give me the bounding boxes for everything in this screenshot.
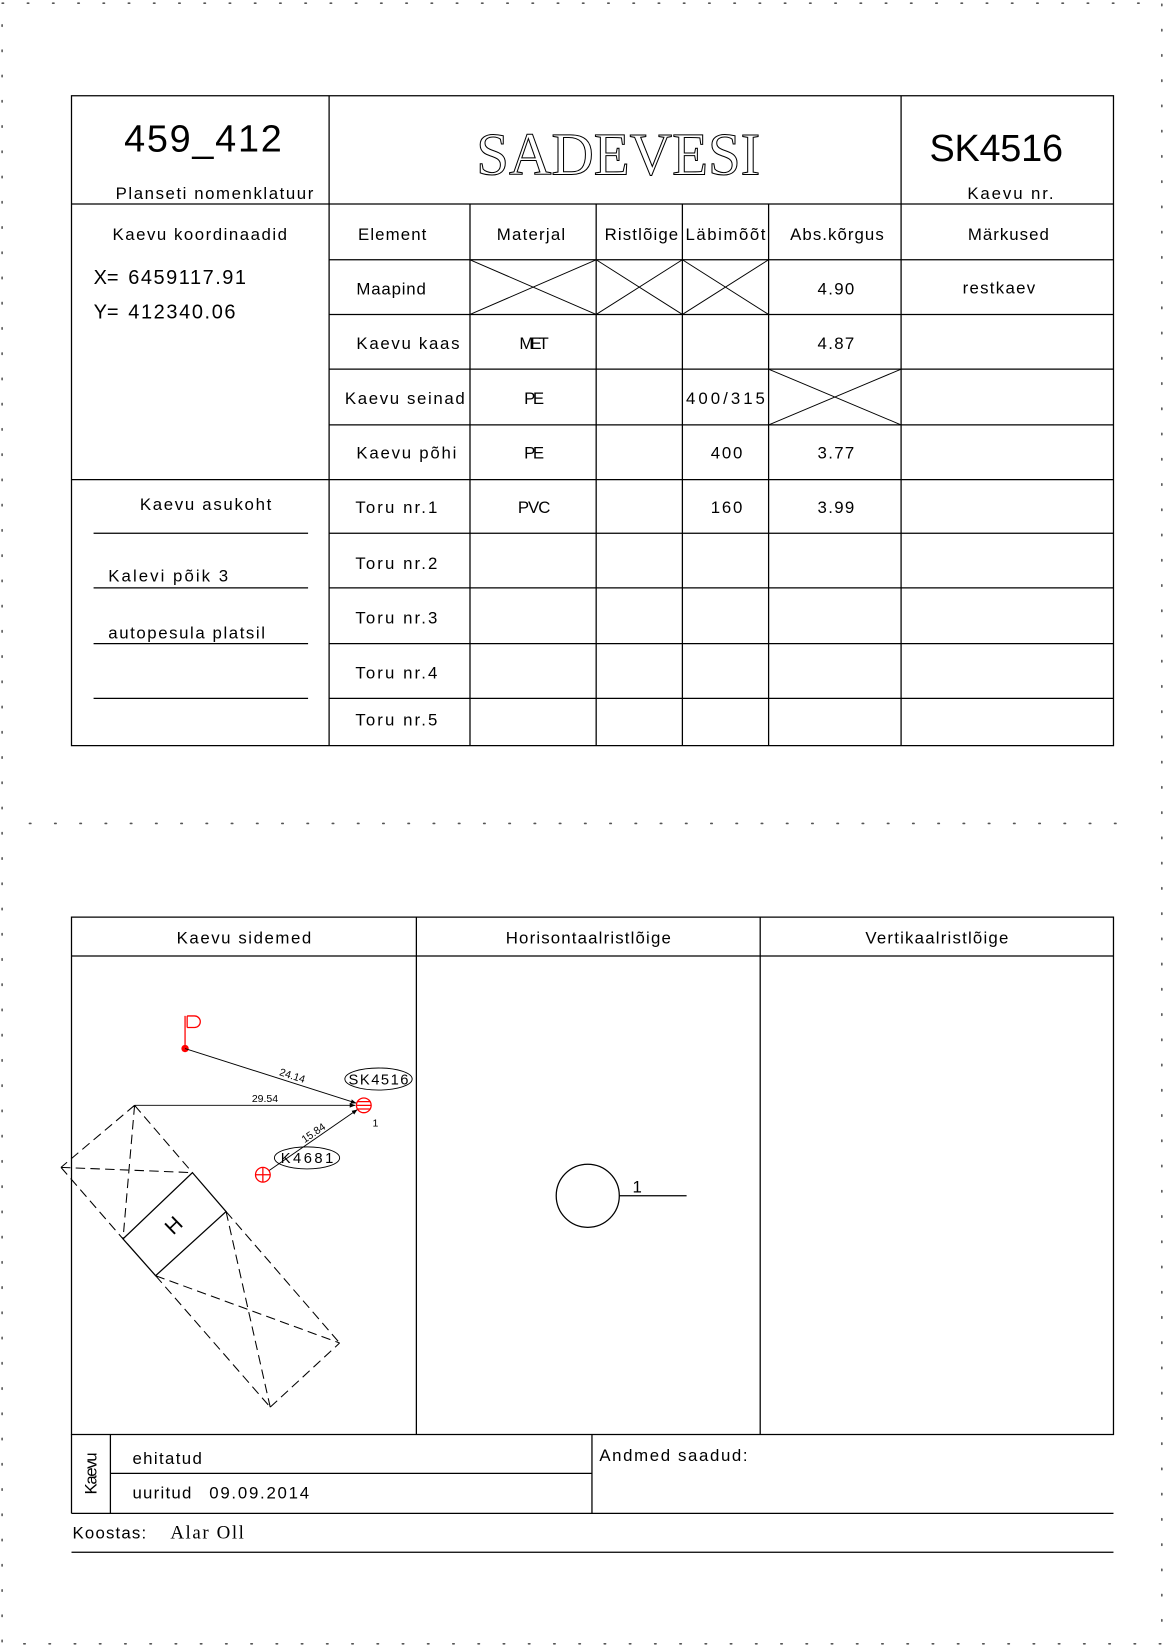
well-section-circle bbox=[556, 1164, 619, 1227]
na-cross-maapind-materjal bbox=[470, 260, 596, 315]
location-line: Kalevi põik 3 bbox=[108, 566, 229, 586]
cell-element: Toru nr.3 bbox=[355, 608, 438, 628]
cell-abs-korgus: 3.99 bbox=[817, 498, 855, 518]
well-label: SK4516 bbox=[348, 1072, 409, 1089]
cell-labimoot: 400/315 bbox=[686, 388, 765, 408]
author-name: Alar Oll bbox=[170, 1522, 244, 1544]
coordinate-y-label: Y= bbox=[93, 301, 119, 324]
neighbor-well-label: K4681 bbox=[280, 1151, 334, 1168]
coordinates-heading: Kaevu koordinaadid bbox=[112, 224, 288, 244]
cell-element: Toru nr.2 bbox=[355, 553, 438, 573]
cell-element: Toru nr.5 bbox=[355, 710, 438, 730]
coordinate-x-value: 6459117.91 bbox=[128, 266, 247, 289]
tie-distance-label: 29.54 bbox=[251, 1093, 279, 1106]
panels-grid bbox=[71, 917, 1113, 1434]
column-header-ristloige: Ristlõige bbox=[604, 224, 679, 244]
coordinate-x-label: X= bbox=[93, 266, 119, 289]
cell-element: Toru nr.4 bbox=[355, 663, 438, 683]
status-footer bbox=[71, 1435, 1113, 1553]
built-label: ehitatud bbox=[132, 1448, 202, 1468]
column-header-labimoot: Läbimõõt bbox=[685, 224, 766, 244]
cell-markused: restkaev bbox=[962, 278, 1036, 298]
cell-element: Kaevu kaas bbox=[356, 334, 460, 354]
well-number-label: Kaevu nr. bbox=[967, 183, 1054, 203]
cell-element: Kaevu põhi bbox=[356, 443, 457, 463]
sheet-nomenclature: 459_412 bbox=[124, 118, 282, 161]
cell-labimoot: 160 bbox=[710, 498, 743, 518]
column-header-element: Element bbox=[358, 224, 427, 244]
cell-element: Kaevu seinad bbox=[344, 388, 465, 408]
panel-heading-ties: Kaevu sidemed bbox=[176, 928, 312, 948]
na-cross-maapind-labimoot bbox=[682, 260, 768, 315]
location-heading: Kaevu asukoht bbox=[139, 495, 272, 515]
panel-heading-horizontal: Horisontaalristlõige bbox=[505, 928, 671, 948]
cell-materjal: MET bbox=[519, 334, 549, 354]
cell-labimoot: 400 bbox=[710, 443, 743, 463]
tie-distance-label: 24.14 bbox=[277, 1066, 307, 1086]
column-header-materjal: Materjal bbox=[496, 224, 566, 244]
well-number: SK4516 bbox=[929, 127, 1064, 170]
cell-abs-korgus: 4.87 bbox=[817, 334, 855, 354]
location-rule-lines bbox=[94, 533, 308, 698]
sheet-nomenclature-label: Planseti nomenklatuur bbox=[115, 183, 314, 203]
well-pipe-label: 1 bbox=[372, 1117, 379, 1130]
horizontal-section-sketch bbox=[556, 1164, 686, 1227]
author-label: Koostas: bbox=[72, 1523, 147, 1543]
well-symbol-hatch bbox=[356, 1102, 371, 1109]
column-header-markused: Märkused bbox=[967, 224, 1049, 244]
building-label: H bbox=[160, 1212, 188, 1240]
drawing-panels bbox=[61, 917, 1113, 1434]
na-cross-seinad-abskorgus bbox=[769, 369, 901, 425]
data-received-label: Andmed saadud: bbox=[599, 1445, 748, 1465]
surveyed-label: uuritud bbox=[132, 1483, 192, 1503]
column-header-abs-korgus: Abs.kõrgus bbox=[790, 224, 884, 244]
coordinate-y-value: 412340.06 bbox=[128, 301, 236, 324]
na-cross-maapind-ristloige bbox=[596, 260, 682, 315]
location-line: autopesula platsil bbox=[108, 623, 265, 643]
pipe-label: 1 bbox=[632, 1177, 642, 1197]
ties-sketch bbox=[61, 1016, 412, 1407]
sheet-title: SADEVESI bbox=[476, 121, 761, 188]
tie-distance-label: 15.84 bbox=[299, 1120, 328, 1146]
cell-abs-korgus: 4.90 bbox=[817, 279, 855, 299]
cell-element: Toru nr.1 bbox=[355, 498, 438, 518]
cell-materjal: PE bbox=[524, 388, 545, 408]
cell-materjal: PVC bbox=[517, 498, 551, 518]
cell-element: Maapind bbox=[356, 279, 426, 299]
surveyed-date: 09.09.2014 bbox=[209, 1483, 310, 1503]
cell-abs-korgus: 3.77 bbox=[817, 443, 855, 463]
cell-materjal: PE bbox=[524, 443, 545, 463]
well-data-table bbox=[71, 96, 1113, 746]
reference-flag-icon bbox=[185, 1016, 200, 1049]
panel-heading-vertical: Vertikaalristlõige bbox=[865, 928, 1009, 948]
status-side-label: Kaevu bbox=[81, 1452, 101, 1495]
